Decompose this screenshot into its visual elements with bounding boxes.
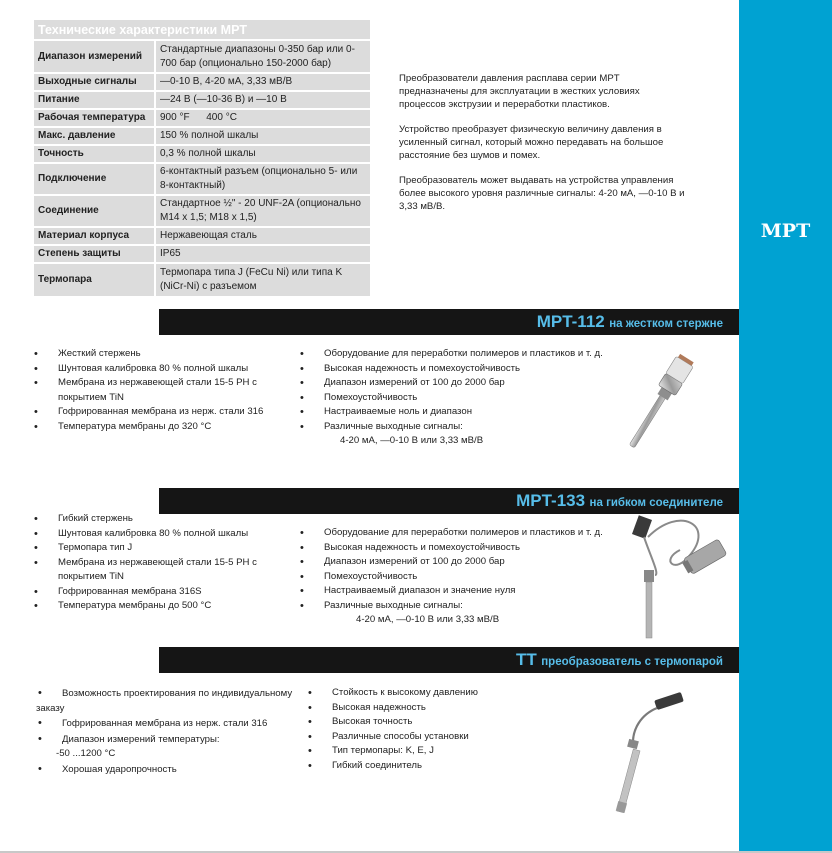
section-model: MPT-112: [536, 312, 605, 331]
list-item: • Оборудование для переработки полимеров и пластиков и т. д.: [298, 526, 658, 541]
spec-table: [34, 20, 370, 298]
table-row: [34, 163, 370, 195]
spec-table-title: Технические характеристики MPT: [34, 20, 370, 40]
table-row: [34, 73, 370, 91]
list-item: • Помехоустойчивость: [298, 391, 658, 406]
spec-key: Соединение: [34, 195, 155, 227]
table-row: [34, 195, 370, 227]
list-item: • Настраиваемые ноль и диапазон: [298, 405, 658, 420]
section-subtitle: преобразователь с термопарой: [541, 656, 723, 668]
spec-value: 150 % полной шкалы: [155, 127, 370, 145]
list-item: • Шунтовая калибровка 80 % полной шкалы: [32, 527, 292, 542]
spec-key: Диапазон измерений: [34, 40, 155, 73]
list-item: • Гибкий соединитель: [306, 759, 566, 774]
intro-paragraph: Устройство преобразует физическую величину давления в усиленный сигнал, который можно передавать на большое расстояние без шумов и помех.: [399, 124, 664, 161]
mpt-133-product-image: [620, 515, 735, 640]
list-item: • Диапазон измерений от 100 до 2000 бар: [298, 376, 658, 391]
list-item: • Высокая точность: [306, 715, 566, 730]
spec-key: Выходные сигналы: [34, 73, 155, 91]
list-item: • Помехоустойчивость: [298, 570, 658, 585]
list-item: • Возможность проектирования по индивидуальному заказу: [36, 687, 293, 714]
tt-product-image: [595, 690, 705, 820]
list-item-continuation: [298, 613, 658, 628]
spec-value: —0-10 В, 4-20 мА, 3,33 мВ/В: [155, 73, 370, 91]
section-subtitle: на гибком соединителе: [589, 497, 723, 509]
spec-value: 900 °F 400 °C: [155, 109, 370, 127]
spec-key: Подключение: [34, 163, 155, 195]
spec-key: Термопара: [34, 263, 155, 297]
spec-value: Стандартное ½" - 20 UNF-2A (опционально M14 x 1,5; M18 x 1,5): [155, 195, 370, 227]
list-item: • Температура мембраны до 320 °C: [32, 420, 292, 435]
section-model: TT: [516, 650, 537, 669]
features-left-mpt-133: [32, 512, 292, 614]
list-item: • Стойкость к высокому давлению: [306, 686, 566, 701]
spec-value: —24 В (—10-36 В) и —10 В: [155, 91, 370, 109]
list-item: • Высокая надежность и помехоустойчивость: [298, 541, 658, 556]
table-row: [34, 40, 370, 73]
intro-paragraph: Преобразователь может выдавать на устройства управления более высокого уровня различные сигналы: 4-20 мА, —0-10 В и 3,33 мВ/В.: [399, 175, 685, 212]
spec-key: Питание: [34, 91, 155, 109]
list-item: • Диапазон измерений от 100 до 2000 бар: [298, 555, 658, 570]
signals-values: 4-20 мА, —0-10 В или 3,33 мВ/В: [340, 435, 484, 446]
list-item: • Различные выходные сигналы:: [298, 599, 658, 614]
spec-key: Макс. давление: [34, 127, 155, 145]
spec-value: Нержавеющая сталь: [155, 227, 370, 245]
table-row: [34, 227, 370, 245]
list-item: • Шунтовая калибровка 80 % полной шкалы: [32, 362, 292, 377]
list-item: • Диапазон измерений температуры:: [38, 732, 220, 745]
features-left-tt: [36, 686, 296, 777]
list-item: • Мембрана из нержавеющей стали 15-5 PH с покрытием TiN: [32, 556, 292, 585]
mpt-112-product-image: [600, 348, 720, 463]
table-row: [34, 263, 370, 297]
table-row: [34, 127, 370, 145]
sidebar-accent: [739, 0, 832, 853]
list-item: • Тип термопары: K, E, J: [306, 744, 566, 759]
list-item: • Различные выходные сигналы:: [298, 420, 658, 435]
table-row: [34, 91, 370, 109]
intro-paragraph: Преобразователи давления расплава серии MPT предназначены для эксплуатации в жестких условиях процессов экструзии и переработки пластиков.: [399, 73, 640, 110]
list-item: • Хорошая ударопрочность: [38, 762, 177, 775]
table-row: [34, 245, 370, 263]
section-header-mpt-133: [159, 488, 739, 514]
list-item: • Температура мембраны до 500 °C: [32, 599, 292, 614]
list-item: • Гофрированная мембрана 316S: [32, 585, 292, 600]
spec-value: IP65: [155, 245, 370, 263]
list-item: • Жесткий стержень: [32, 347, 292, 362]
features-left-mpt-112: [32, 347, 292, 434]
features-right-tt: [306, 686, 566, 773]
table-row: [34, 109, 370, 127]
list-item: • Гофрированная мембрана из нерж. стали 316: [38, 717, 268, 729]
sidebar-title: MPT: [760, 220, 811, 242]
list-item: • Мембрана из нержавеющей стали 15-5 PH с покрытием TiN: [32, 376, 292, 405]
section-header-tt: [159, 647, 739, 673]
spec-key: Точность: [34, 145, 155, 163]
section-header-mpt-112: [159, 309, 739, 335]
intro-text: [399, 72, 689, 225]
spec-value: 0,3 % полной шкалы: [155, 145, 370, 163]
table-row: [34, 145, 370, 163]
list-item: • Гибкий стержень: [32, 512, 292, 527]
list-item: • Высокая надежность: [306, 701, 566, 716]
spec-value: 6-контактный разъем (опционально 5- или 8-контактный): [155, 163, 370, 195]
list-item: • Термопара тип J: [32, 541, 292, 556]
list-item: • Гофрированная мембрана из нерж. стали 316: [32, 405, 292, 420]
section-model: MPT-133: [516, 491, 586, 510]
list-item: • Различные способы установки: [306, 730, 566, 745]
features-right-mpt-133: [298, 526, 658, 628]
list-item-continuation: -50 ...1200 °C: [56, 748, 116, 759]
list-item: • Оборудование для переработки полимеров и пластиков и т. д.: [298, 347, 658, 362]
list-item: • Высокая надежность и помехоустойчивость: [298, 362, 658, 377]
spec-key: Степень защиты: [34, 245, 155, 263]
list-item: • Настраиваемый диапазон и значение нуля: [298, 584, 658, 599]
spec-key: Материал корпуса: [34, 227, 155, 245]
spec-value: Термопара типа J (FeCu Ni) или типа K (NiCr-Ni) с разъемом: [155, 263, 370, 297]
spec-key: Рабочая температура: [34, 109, 155, 127]
section-subtitle: на жестком стержне: [609, 318, 723, 330]
spec-value: Стандартные диапазоны 0-350 бар или 0-700 бар (опционально 150-2000 бар): [155, 40, 370, 73]
signals-values: 4-20 мА, —0-10 В или 3,33 мВ/В: [356, 614, 500, 625]
